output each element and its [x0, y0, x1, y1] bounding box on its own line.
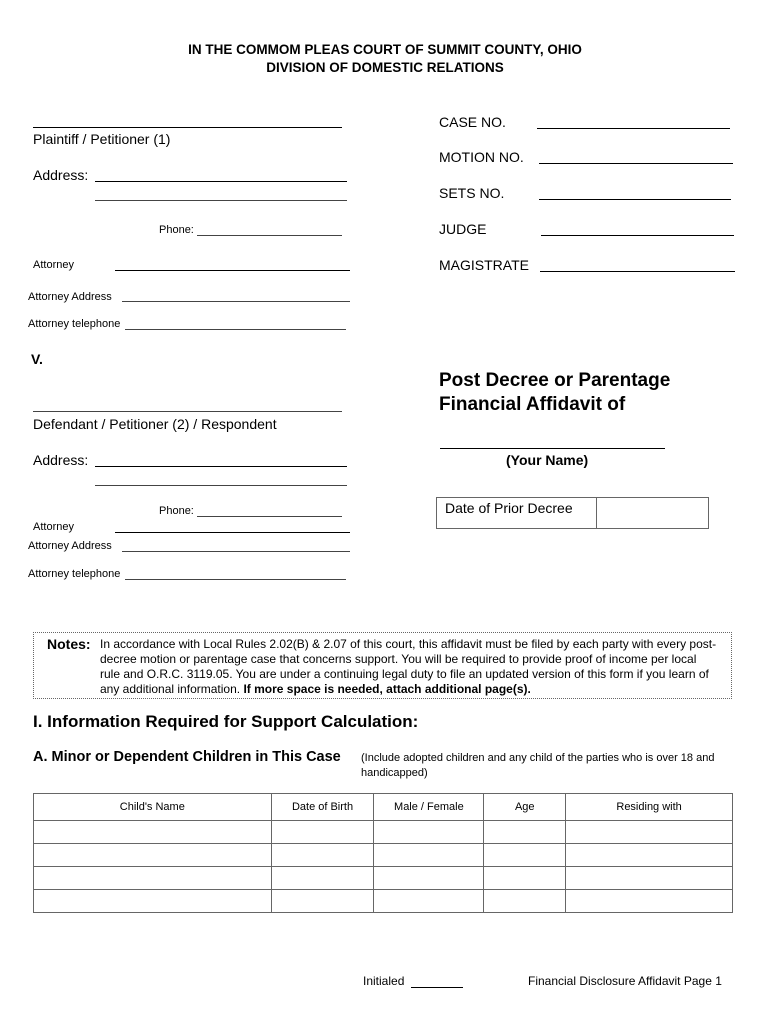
- cell-male-female[interactable]: [374, 867, 484, 890]
- plaintiff-address-line-2[interactable]: [95, 200, 347, 201]
- plaintiff-address-line-1[interactable]: [95, 181, 347, 182]
- prior-decree-label: Date of Prior Decree: [445, 500, 573, 516]
- defendant-attorney-label: Attorney: [33, 521, 74, 533]
- defendant-attorney-address-line[interactable]: [122, 551, 350, 552]
- cell-child-name[interactable]: [34, 890, 272, 913]
- plaintiff-attorney-telephone-line[interactable]: [125, 329, 346, 330]
- cell-child-name[interactable]: [34, 821, 272, 844]
- cell-child-name[interactable]: [34, 867, 272, 890]
- form-title-line-2: Financial Affidavit of: [439, 394, 626, 415]
- children-table: [33, 793, 733, 913]
- cell-date-of-birth[interactable]: [271, 867, 374, 890]
- defendant-attorney-address-label: Attorney Address: [28, 540, 112, 552]
- cell-date-of-birth[interactable]: [271, 844, 374, 867]
- section-a-heading: A. Minor or Dependent Children in This Case: [33, 749, 341, 765]
- your-name-line[interactable]: [440, 448, 665, 449]
- court-name: IN THE COMMOM PLEAS COURT OF SUMMIT COUNTY, OHIO: [188, 42, 582, 57]
- header-date-of-birth: Date of Birth: [271, 794, 374, 821]
- motion-no-line[interactable]: [539, 163, 733, 164]
- cell-age[interactable]: [484, 821, 566, 844]
- sets-no-label: SETS NO.: [439, 185, 505, 201]
- prior-decree-input[interactable]: [598, 499, 708, 527]
- cell-male-female[interactable]: [374, 821, 484, 844]
- cell-date-of-birth[interactable]: [271, 890, 374, 913]
- page-label: Financial Disclosure Affidavit Page 1: [528, 974, 722, 988]
- motion-no-label: MOTION NO.: [439, 149, 524, 165]
- header-residing-with: Residing with: [566, 794, 733, 821]
- plaintiff-attorney-line[interactable]: [115, 270, 350, 271]
- judge-line[interactable]: [541, 235, 734, 236]
- header-childs-name: Child's Name: [34, 794, 272, 821]
- section-a-note-1: (Include adopted children and any child of the parties who is over 18 and: [361, 752, 715, 764]
- versus-label: V.: [31, 351, 43, 367]
- defendant-address-line-2[interactable]: [95, 485, 347, 486]
- plaintiff-label: Plaintiff / Petitioner (1): [33, 131, 171, 147]
- defendant-label: Defendant / Petitioner (2) / Respondent: [33, 416, 277, 432]
- section-1-heading: I. Information Required for Support Calculation:: [33, 712, 419, 731]
- cell-residing-with[interactable]: [566, 867, 733, 890]
- notes-attach-instruction: If more space is needed, attach additional page(s).: [243, 682, 531, 696]
- cell-male-female[interactable]: [374, 844, 484, 867]
- table-row: [34, 890, 733, 913]
- cell-child-name[interactable]: [34, 844, 272, 867]
- notes-line-2: decree motion or parentage case that concerns support. You will be required to provide proof of income per local: [100, 652, 697, 666]
- cell-age[interactable]: [484, 890, 566, 913]
- notes-label: Notes:: [47, 636, 91, 652]
- defendant-name-line[interactable]: [33, 411, 342, 412]
- plaintiff-name-line[interactable]: [33, 127, 342, 128]
- cell-male-female[interactable]: [374, 890, 484, 913]
- plaintiff-phone-line[interactable]: [197, 235, 342, 236]
- header-male-female: Male / Female: [374, 794, 484, 821]
- notes-line-3: rule and O.R.C. 3119.05. You are under a continuing legal duty to file an updated version of this form if you learn of: [100, 667, 709, 681]
- cell-age[interactable]: [484, 844, 566, 867]
- your-name-caption: (Your Name): [506, 452, 589, 468]
- division-name: DIVISION OF DOMESTIC RELATIONS: [266, 60, 504, 75]
- table-row: [34, 844, 733, 867]
- prior-decree-divider: [596, 497, 597, 529]
- children-table-header: [34, 794, 733, 821]
- sets-no-line[interactable]: [539, 199, 731, 200]
- case-no-label: CASE NO.: [439, 114, 506, 130]
- section-a-note-2: handicapped): [361, 767, 428, 779]
- defendant-attorney-telephone-line[interactable]: [125, 579, 346, 580]
- defendant-phone-line[interactable]: [197, 516, 342, 517]
- header-age: Age: [484, 794, 566, 821]
- plaintiff-attorney-label: Attorney: [33, 259, 74, 271]
- initialed-line[interactable]: [411, 987, 463, 988]
- cell-residing-with[interactable]: [566, 844, 733, 867]
- cell-date-of-birth[interactable]: [271, 821, 374, 844]
- magistrate-line[interactable]: [540, 271, 735, 272]
- case-no-line[interactable]: [537, 128, 730, 129]
- plaintiff-address-label: Address:: [33, 167, 89, 183]
- plaintiff-attorney-address-line[interactable]: [122, 301, 350, 302]
- notes-line-1: In accordance with Local Rules 2.02(B) & 2.07 of this court, this affidavit must be filed by each party with every post-: [100, 637, 717, 651]
- magistrate-label: MAGISTRATE: [439, 257, 529, 273]
- form-title-line-1: Post Decree or Parentage: [439, 370, 671, 391]
- defendant-address-label: Address:: [33, 452, 89, 468]
- plaintiff-attorney-address-label: Attorney Address: [28, 291, 112, 303]
- notes-line-4: [100, 682, 531, 696]
- judge-label: JUDGE: [439, 221, 487, 237]
- cell-residing-with[interactable]: [566, 890, 733, 913]
- initialed-label: Initialed: [363, 974, 405, 988]
- cell-residing-with[interactable]: [566, 821, 733, 844]
- notes-line-4-text: any additional information.: [100, 682, 241, 696]
- defendant-attorney-telephone-label: Attorney telephone: [28, 568, 121, 580]
- table-row: [34, 867, 733, 890]
- cell-age[interactable]: [484, 867, 566, 890]
- plaintiff-attorney-telephone-label: Attorney telephone: [28, 318, 121, 330]
- defendant-address-line-1[interactable]: [95, 466, 347, 467]
- defendant-attorney-line[interactable]: [115, 532, 350, 533]
- plaintiff-phone-label: Phone:: [159, 224, 194, 236]
- table-row: [34, 821, 733, 844]
- defendant-phone-label: Phone:: [159, 505, 194, 517]
